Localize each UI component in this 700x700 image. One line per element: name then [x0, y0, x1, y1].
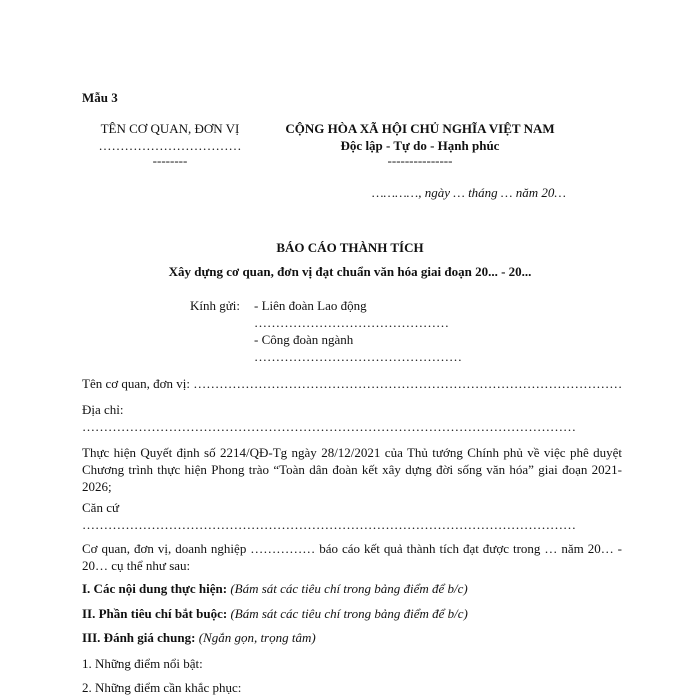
recipients-label: Kính gửi: — [190, 298, 241, 313]
address-dots: …………………………………………………………………………………………………… — [82, 419, 576, 434]
section-contents — [82, 581, 468, 597]
section-heading: I. Các nội dung thực hiện: — [82, 581, 228, 596]
recipient-dots-1: ……………………………………… — [254, 315, 449, 330]
item-highlights: 1. Những điểm nổi bật: — [82, 656, 203, 671]
org-name-field — [82, 376, 622, 392]
section-note: (Ngắn gọn, trọng tâm) — [195, 630, 316, 645]
org-name-field-dots: ……………………………………………………………………………………… — [193, 376, 623, 391]
org-name-dots: …………………………… — [98, 138, 242, 153]
org-name-field-label: Tên cơ quan, đơn vị: — [82, 376, 194, 391]
section-note: (Bám sát các tiêu chí trong bảng điểm để b/c) — [227, 606, 468, 621]
national-motto: Độc lập - Tự do - Hạnh phúc — [340, 138, 500, 153]
report-paragraph: Cơ quan, đơn vị, doanh nghiệp …………… báo cáo kết quả thành tích đạt được trong … năm 20… - 20… cụ thể như sau: — [82, 541, 622, 573]
section-mandatory-criteria — [82, 606, 468, 622]
org-underline: -------- — [152, 153, 188, 168]
section-note: (Bám sát các tiêu chí trong bảng điểm để b/c) — [227, 581, 468, 596]
form-label: Mẫu 3 — [82, 90, 118, 105]
date-line: …………, ngày … tháng … năm 20… — [372, 185, 566, 200]
recipient-trade-union: - Công đoàn ngành — [254, 332, 354, 347]
recipient-dots-2: ………………………………………… — [254, 349, 462, 364]
basis-label: Căn cứ — [82, 500, 120, 515]
country-name: CỘNG HÒA XÃ HỘI CHỦ NGHĨA VIỆT NAM — [285, 121, 555, 136]
address-label: Địa chỉ: — [82, 402, 124, 417]
item-improvements: 2. Những điểm cần khắc phục: — [82, 680, 242, 695]
section-heading: II. Phần tiêu chí bắt buộc: — [82, 606, 228, 621]
org-name-heading: TÊN CƠ QUAN, ĐƠN VỊ — [100, 121, 240, 136]
section-heading: III. Đánh giá chung: — [82, 630, 196, 645]
decision-paragraph: Thực hiện Quyết định số 2214/QĐ-Tg ngày 28/12/2021 của Thủ tướng Chính phủ về việc phê duyệt Chương trình thực hiện Phong trào “Toàn dân đoàn kết xây dựng đời sống văn hóa” giai đoạn 2021-2026; — [82, 445, 622, 494]
basis-dots: …………………………………………………………………………………………………… — [82, 517, 576, 532]
motto-underline: --------------- — [387, 153, 453, 168]
document-subtitle: Xây dựng cơ quan, đơn vị đạt chuẩn văn hóa giai đoạn 20... - 20... — [168, 264, 532, 279]
recipient-labor-federation: - Liên đoàn Lao động — [254, 298, 367, 313]
document-title: BÁO CÁO THÀNH TÍCH — [276, 240, 424, 255]
section-general-assessment — [82, 630, 316, 646]
